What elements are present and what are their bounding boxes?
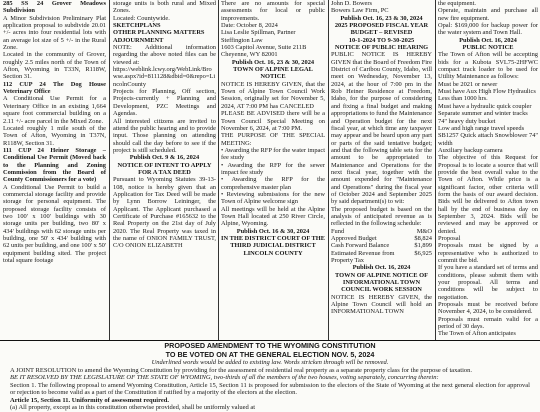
notice-subtitle: 10-1-2024 TO 9-30-2025 [348, 36, 415, 44]
paragraph: All interested citizens are invited to attend the public hearing and to provide input. Those planning on attending should call the day before to see if the project is still scheduled. [113, 117, 216, 154]
paragraph: THE PURPOSE OF THE SPECIAL MEETING: [221, 132, 325, 147]
paragraph: BE IT RESOLVED BY THE LEGISLATURE OF THE STATE OF WYOMING, two-thirds of all the members of the two houses, voting separately, concurring therein: [10, 374, 439, 382]
column-5 [438, 0, 538, 338]
paragraph: John D. Bowers [331, 0, 373, 7]
budget-row [331, 228, 432, 235]
spec-item: Must be 2021 or newer [438, 80, 498, 88]
budget-value: $8,824 [414, 235, 432, 242]
budget-row [331, 250, 432, 265]
publish-line: Publish Oct. 9 & 16, 2024 [129, 154, 200, 162]
publish-line: Publish Oct. 16, 23 & 30, 2024 [231, 58, 315, 66]
spec-item: 74" heavy duty bucket [438, 117, 496, 125]
amendment-title: PROPOSED AMENDMENT TO THE WYOMING CONSTITUTION [164, 341, 376, 350]
paragraph: If you have a standard set of terms and conditions, please submit them with your proposal. All terms and conditions will be subject to negotiation. [438, 264, 538, 301]
budget-label: Estimated Revenue from Property Tax [331, 249, 395, 265]
spec-item: SB1257 Quick attach Snowblower 74" width [438, 132, 538, 147]
paragraph: NOTICE IS HEREBY GIVEN, the Alpine Town Council will hold an INFORMATIONAL TOWN [331, 293, 432, 316]
budget-value: M&O [416, 227, 432, 235]
paragraph: The objective of this Request for Proposal is to locate a source that will provide the best overall value to the Town of Afton. While price is a significant factor, other criteria will form the basis of our award decision. Bids will be delivered to Afton town hall by the end of business day on September 3, 2024. Bids will be reviewed and may be approved or denied. [438, 154, 538, 235]
spec-item: Must have Aux High Flow Hydraulics [438, 88, 536, 96]
amendment-subtitle: TO BE VOTED ON AT THE GENERAL ELECTION NOV. 5, 2024 [165, 349, 375, 359]
paragraph: Opal: $169,000 for backup power for the water system and Town Hall. [438, 22, 538, 37]
budget-value: $6,925 [414, 249, 432, 257]
publish-line: Publish Oct. 16, 2024 [352, 264, 411, 272]
paragraph: NOTE: Additional information regarding the above noted files can be viewed at: [113, 44, 216, 66]
paragraph: Proposals must be signed by a representative who is authorized to commit the bid. [438, 242, 538, 265]
paragraph: Cheyenne, WY 82001 [221, 51, 278, 59]
spec-item: Must have a hydraulic quick coupler [438, 102, 532, 110]
paragraph: The proposed budget is based on the analysis of anticipated revenue as is reflected in the following schedule: [331, 205, 432, 228]
spec-item: Less than 1000 hrs. [438, 95, 488, 103]
section-label: ADJOURNMENT [113, 36, 164, 44]
paragraph: NOTICE IS HEREBY GIVEN, that the Town of Alpine Town Council Work Session, originally set for November 5, 2024, AT 7:00 PM has CANCELED [221, 80, 325, 110]
paragraph: Section 1. The following proposal to amend Wyoming Constitution, Article 15, Section 11 is proposed for submission to the electors of the State of Wyoming at the next general election for approval or rejection to become valid as a part of the Constitution if ratified by a majority of the electors at the election. [10, 381, 530, 397]
paragraph: storage units is both rural and Mixed Zones. [113, 0, 216, 15]
bullet-item: • Awarding the RFP for the comprehensive master plan [221, 176, 325, 191]
file-heading: 111 CUP 24 Heiner Storage – Conditional Use Permit (Moved back to the Planning and Zoning Commission from the Board of County Commissioners for a vote) [3, 146, 106, 184]
constitutional-amendment-notice [0, 341, 540, 412]
column-2 [113, 0, 216, 338]
paragraph: Lisa Leslie Spillman, Partner [221, 29, 296, 37]
budget-row [331, 242, 432, 249]
paragraph: Bowers Law Firm, PC [331, 7, 389, 15]
bullet-item: • Awarding the RFP for the water impact fee study [221, 146, 325, 162]
column-3 [221, 0, 325, 338]
bullet-item: • Reviewing submissions for the new Town of Alpine welcome sign [221, 190, 325, 206]
notice-title: TOWN OF ALPINE NOTICE OF INFORMATIONAL TOWN COUNCIL WORK SESSION [334, 271, 429, 294]
paragraph: A Conditional Use Permit for a Veterinary Office in an existing 1,664 square foot commercial building on a 2.11 +/- acre parcel in the Mixed Zone. [3, 95, 106, 125]
budget-value: $1,899 [414, 242, 432, 250]
paragraph: The Town of Afton anticipates [438, 330, 516, 338]
column-divider [435, 0, 436, 340]
paragraph: Article 15, Section 11. Uniformity of assessment required. [10, 396, 169, 404]
paragraph: Located roughly 1 mile south of the Town of Afton, Wyoming in T37N, R118W, Section 31. [3, 124, 106, 147]
notice-title: PUBLIC NOTICE [462, 44, 514, 52]
budget-row [331, 235, 432, 242]
paragraph: Operate, maintain and purchase all new fire equipment. [438, 7, 538, 22]
paragraph: All meetings will be held at the Alpine Town Hall located at 250 River Circle, Alpine, Wyoming. [221, 205, 325, 228]
weblink-url[interactable]: https://weblink.lcwy.org/WebLink/Browse.aspx?id=811128&dbid=0&repo=LincolnCounty [113, 66, 216, 88]
spec-item: Separate summer and winter tracks [438, 110, 528, 118]
paragraph: Located: Countywide. [113, 14, 170, 22]
paragraph: (a) All property, except as in this constitution otherwise provided, shall be uniformly valued at [10, 404, 256, 412]
publish-line: Publish Oct. 16, 2024 [459, 36, 517, 44]
column-4 [331, 0, 432, 338]
paragraph: PUBLIC NOTICE IS HEREBY GIVEN that the Board of Freedom Fire District of Caribou County, Idaho, will meet on Wednesday, November 13, 2024, at the hour of 7:00 pm in the Rob Heiner Residence at Freedom, Idaho, for the purpose of considering and fixing a final budget and making appropriations to fund the Maintenance and Operation budget for the next fiscal year, at which time any taxpayer may appear and be heard upon any part or parts of the said tentative budget; and that the following table sets for the amount to be appropriated to Maintenance and Operations for the next fiscal year, together with the amount expended for "Maintenance and Operations" during the fiscal year of October 2024 and September 2025 by said department(s) to wit: [331, 51, 432, 206]
paragraph: Proposals must be received before November 4, 2024, to be considered. [438, 301, 538, 316]
publish-line: Publish Oct. 16 & 30, 2024 [236, 227, 310, 235]
paragraph: There are no amounts for special assessments for local or public improvements. [221, 0, 325, 22]
file-heading: 285 SS 24 Grover Meadows Subdivision [3, 0, 106, 15]
amendment-note: Underlined words would be added to existing law. Words stricken through will be removed. [151, 359, 389, 367]
section-label: SKETCHPLANS [113, 22, 161, 30]
budget-label: Approved Budget [331, 235, 377, 242]
notice-title: TOWN OF ALPINE LEGAL NOTICE [233, 66, 313, 81]
paragraph: Pursuant to Wyoming Statutes 39-13-108, notice is hereby given that an Application for Tax Deed will be made by Lynn Borrow Leininger, the Applicant. The Applicant purchased a Certificate of Purchase #165632 to the Real Property on the 21st day of July 2020. The Real Property was taxed in the name of ONION FAMILY TRUST, C/O ONION ELIZABETH [113, 176, 216, 250]
paragraph: A Minor Subdivision Preliminary Plat application proposal to subdivide 20.01 +/- acres into four residential lots with an average lot size of 5 +/- in the Rural Zone. [3, 14, 106, 52]
paragraph: Steffington Law [221, 36, 263, 44]
paragraph: the equipment. [438, 0, 476, 7]
budget-label: Fund [331, 227, 345, 235]
column-divider [218, 0, 219, 340]
paragraph: PLEASE BE ADVISED there will be a Town Council Special Meeting on November 6, 2024, at 7:00 PM. [221, 110, 325, 132]
file-heading: 112 CUP 24 The Dog House Veterinary Office [3, 80, 106, 96]
notice-title: IN THE DISTRICT COURT OF THE THIRD JUDICIAL DISTRICT LINCOLN COUNTY [221, 235, 326, 257]
paragraph: Date: October 8, 2024 [221, 22, 278, 30]
column-divider [328, 0, 329, 340]
notice-subtitle: NOTICE OF PUBLIC HEARING [334, 44, 429, 52]
paragraph: Proposal [438, 235, 461, 242]
spec-item: Auxiliary backup camera [438, 146, 503, 154]
budget-label: Cash Forward Balance [331, 242, 390, 250]
spec-item: Low and high range travel speeds [438, 124, 525, 132]
paragraph: Projects for Planning, Off section, Projects-currently + Planning and Development, PZC Meetings and Agendas. [113, 88, 216, 118]
section-label: OTHER PLANNING MATTERS [113, 29, 205, 37]
publish-line: Publish Oct. 16, 23 & 30, 2024 [340, 14, 423, 22]
paragraph: Located in the community of Grover, roughly 2.5 miles north of the Town of Afton, Wyoming in T33N, R118W, Section 31. [3, 51, 106, 81]
column-1 [3, 0, 106, 338]
paragraph: 1603 Capitol Avenue, Suite 211B [221, 44, 307, 52]
paragraph: Proposals must remain valid for a period of 30 days. [438, 315, 538, 331]
column-divider [109, 0, 110, 340]
paragraph: The Town of Afton will be accepting bids for a Kubota SVL75-2HFWC compact track loader to be used for Utility Maintenance as follows: [438, 51, 538, 81]
bullet-item: • Awarding the RFP for the sewer impact fee study [221, 161, 325, 176]
paragraph: A Conditional Use Permit to build a commercial storage facility and provide storage for personal equipment. The proposed storage facility consists of two 100' x 100' buildings with 30 storage units per building, two 80' x 434' buildings with 62 storage units per building, one 50' x 434' building with 62 units per building, and one 100' x 50' equipment building sited. The project total square footage [3, 183, 106, 265]
notice-title: NOTICE OF INTENT TO APPLY FOR A TAX DEED [117, 161, 212, 176]
paragraph: A JOINT RESOLUTION to amend the Wyoming Constitution by providing for the assessment of residential real property as a separate property class for the purpose of taxation. [10, 366, 473, 374]
notice-title: 2025 PROPOSED FISCAL YEAR BUDGET – REVISED [334, 22, 429, 37]
